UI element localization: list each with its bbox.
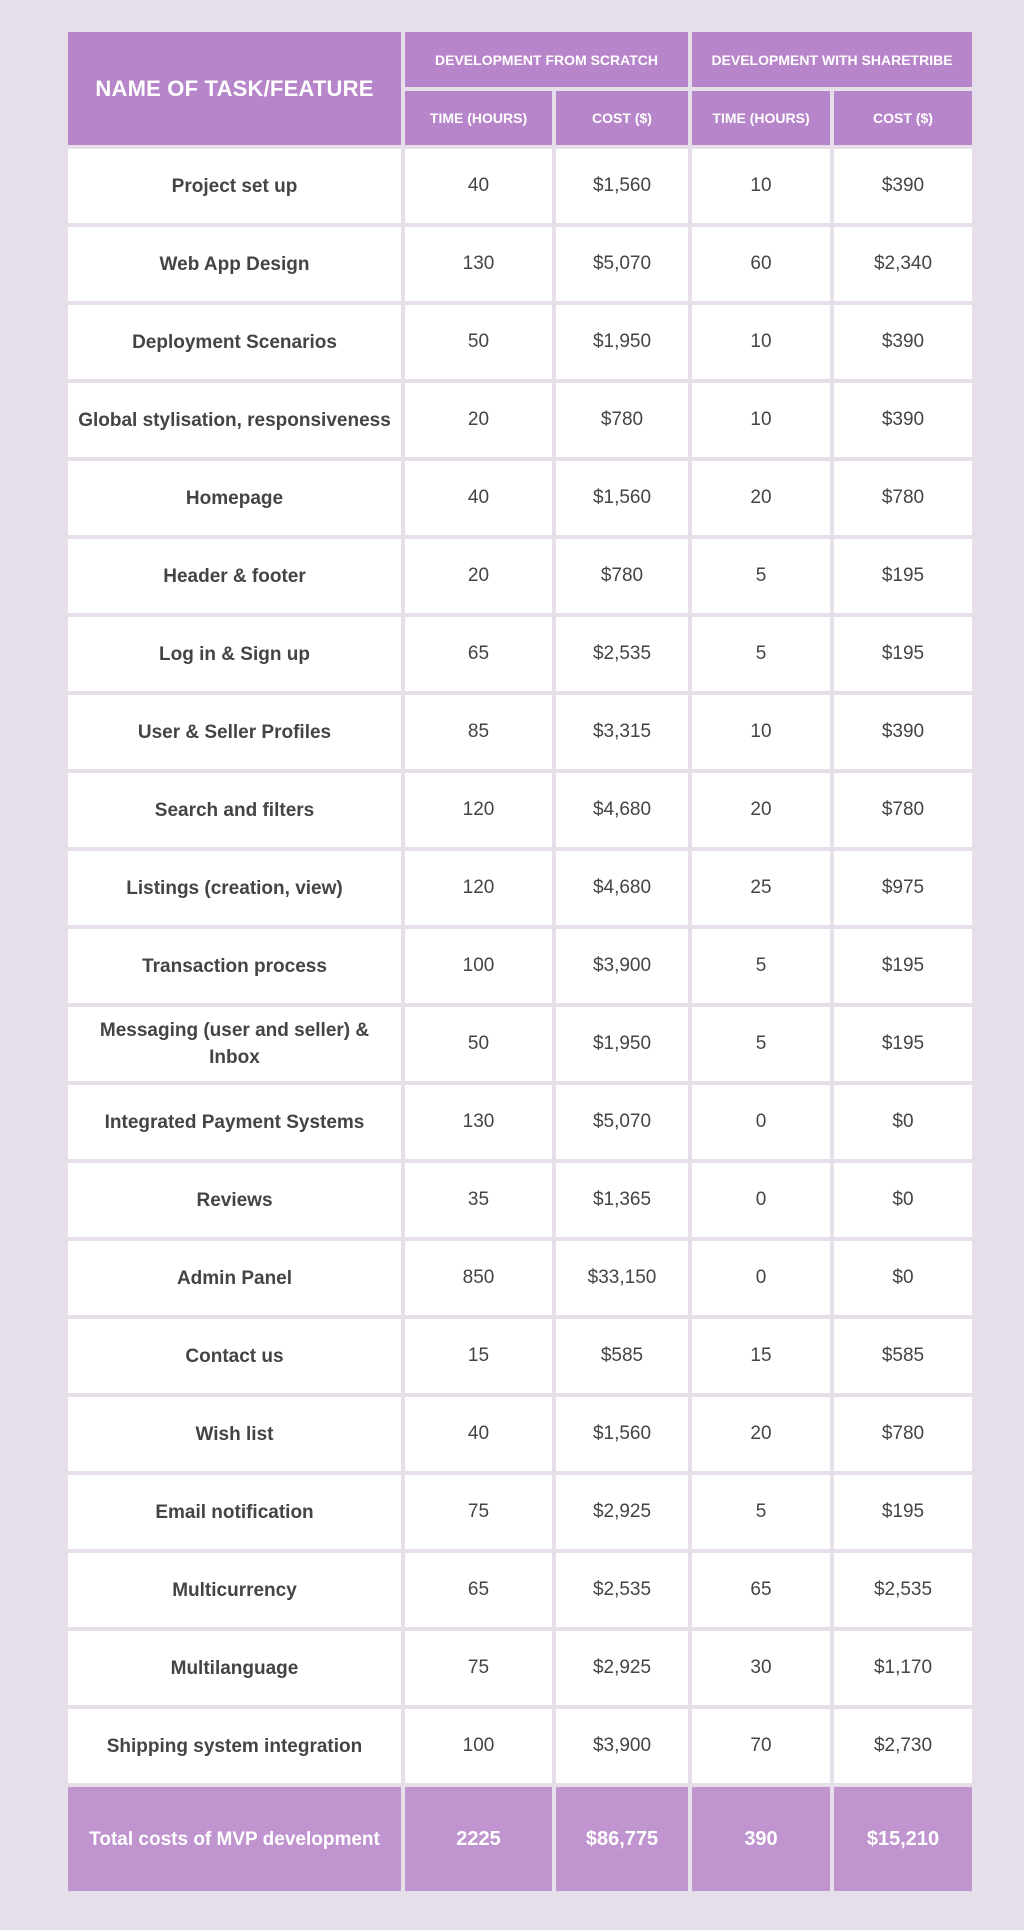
task-name-cell: Integrated Payment Systems [68, 1085, 401, 1159]
sharetribe-cost-cell: $195 [834, 1007, 972, 1081]
scratch-cost-cell: $1,950 [556, 1007, 688, 1081]
sharetribe-hours-cell: 65 [692, 1553, 830, 1627]
sharetribe-hours-cell: 5 [692, 929, 830, 1003]
sharetribe-cost-cell: $0 [834, 1163, 972, 1237]
scratch-cost-cell: $5,070 [556, 1085, 688, 1159]
task-name-cell: Contact us [68, 1319, 401, 1393]
task-name-cell: Multilanguage [68, 1631, 401, 1705]
task-name-cell: Email notification [68, 1475, 401, 1549]
sharetribe-hours-cell: 10 [692, 695, 830, 769]
sharetribe-cost-cell: $390 [834, 383, 972, 457]
task-name-cell: Deployment Scenarios [68, 305, 401, 379]
sharetribe-cost-header: COST ($) [834, 91, 972, 145]
scratch-hours-cell: 20 [405, 539, 552, 613]
table-row [68, 227, 972, 301]
table-row [68, 1319, 972, 1393]
scratch-cost-cell: $4,680 [556, 773, 688, 847]
scratch-cost-cell: $33,150 [556, 1241, 688, 1315]
scratch-hours-cell: 15 [405, 1319, 552, 1393]
scratch-hours-cell: 850 [405, 1241, 552, 1315]
sharetribe-hours-cell: 0 [692, 1241, 830, 1315]
sharetribe-cost-cell: $390 [834, 695, 972, 769]
sharetribe-hours-cell: 0 [692, 1163, 830, 1237]
sharetribe-cost-cell: $2,340 [834, 227, 972, 301]
task-name-cell: Homepage [68, 461, 401, 535]
scratch-hours-header: TIME (HOURS) [405, 91, 552, 145]
sharetribe-cost-cell: $390 [834, 305, 972, 379]
table-row [68, 1475, 972, 1549]
sharetribe-hours-header: TIME (HOURS) [692, 91, 830, 145]
scratch-cost-cell: $1,560 [556, 149, 688, 223]
scratch-cost-cell: $780 [556, 383, 688, 457]
scratch-cost-cell: $2,925 [556, 1631, 688, 1705]
total-sharetribe-cost: $15,210 [834, 1787, 972, 1891]
scratch-cost-cell: $5,070 [556, 227, 688, 301]
sharetribe-cost-cell: $1,170 [834, 1631, 972, 1705]
sharetribe-cost-cell: $0 [834, 1085, 972, 1159]
task-name-cell: Shipping system integration [68, 1709, 401, 1783]
sharetribe-hours-cell: 60 [692, 227, 830, 301]
scratch-hours-cell: 120 [405, 773, 552, 847]
scratch-cost-cell: $2,535 [556, 617, 688, 691]
scratch-hours-cell: 35 [405, 1163, 552, 1237]
sharetribe-cost-cell: $2,535 [834, 1553, 972, 1627]
scratch-cost-cell: $2,925 [556, 1475, 688, 1549]
scratch-hours-cell: 65 [405, 1553, 552, 1627]
task-name-cell: Header & footer [68, 539, 401, 613]
table-row [68, 1553, 972, 1627]
total-scratch-hours: 2225 [405, 1787, 552, 1891]
table-footer [68, 1787, 972, 1891]
scratch-cost-cell: $780 [556, 539, 688, 613]
sharetribe-hours-cell: 30 [692, 1631, 830, 1705]
scratch-hours-cell: 100 [405, 929, 552, 1003]
table-row [68, 1241, 972, 1315]
scratch-hours-cell: 75 [405, 1631, 552, 1705]
task-name-cell: Messaging (user and seller) & Inbox [68, 1007, 401, 1081]
sharetribe-cost-cell: $195 [834, 617, 972, 691]
scratch-hours-cell: 40 [405, 461, 552, 535]
sharetribe-cost-cell: $390 [834, 149, 972, 223]
task-name-cell: Reviews [68, 1163, 401, 1237]
sharetribe-cost-cell: $975 [834, 851, 972, 925]
table-row [68, 1007, 972, 1081]
table-header [68, 32, 972, 145]
sharetribe-cost-cell: $780 [834, 773, 972, 847]
sharetribe-hours-cell: 20 [692, 1397, 830, 1471]
sharetribe-cost-cell: $780 [834, 461, 972, 535]
task-name-cell: Listings (creation, view) [68, 851, 401, 925]
table-row [68, 1709, 972, 1783]
sharetribe-cost-cell: $195 [834, 1475, 972, 1549]
scratch-hours-cell: 40 [405, 1397, 552, 1471]
task-name-cell: Web App Design [68, 227, 401, 301]
table-row [68, 617, 972, 691]
table-row [68, 383, 972, 457]
task-name-cell: Search and filters [68, 773, 401, 847]
sharetribe-hours-cell: 5 [692, 617, 830, 691]
task-name-cell: Wish list [68, 1397, 401, 1471]
scratch-hours-cell: 40 [405, 149, 552, 223]
table-row [68, 1085, 972, 1159]
scratch-hours-cell: 75 [405, 1475, 552, 1549]
scratch-hours-cell: 130 [405, 1085, 552, 1159]
scratch-cost-cell: $585 [556, 1319, 688, 1393]
task-name-cell: Project set up [68, 149, 401, 223]
table-row [68, 773, 972, 847]
sharetribe-hours-cell: 25 [692, 851, 830, 925]
sharetribe-cost-cell: $780 [834, 1397, 972, 1471]
sharetribe-hours-cell: 15 [692, 1319, 830, 1393]
sharetribe-hours-cell: 70 [692, 1709, 830, 1783]
total-label: Total costs of MVP development [68, 1787, 401, 1891]
sharetribe-group-header: DEVELOPMENT WITH SHARETRIBE [692, 32, 972, 87]
scratch-cost-cell: $3,900 [556, 929, 688, 1003]
scratch-cost-cell: $2,535 [556, 1553, 688, 1627]
table-row [68, 929, 972, 1003]
sharetribe-hours-cell: 5 [692, 539, 830, 613]
scratch-cost-cell: $3,315 [556, 695, 688, 769]
scratch-cost-cell: $1,560 [556, 461, 688, 535]
scratch-hours-cell: 130 [405, 227, 552, 301]
task-name-cell: Multicurrency [68, 1553, 401, 1627]
sharetribe-hours-cell: 10 [692, 383, 830, 457]
sharetribe-cost-cell: $585 [834, 1319, 972, 1393]
task-name-cell: User & Seller Profiles [68, 695, 401, 769]
sharetribe-hours-cell: 20 [692, 773, 830, 847]
scratch-hours-cell: 50 [405, 1007, 552, 1081]
sharetribe-cost-cell: $195 [834, 539, 972, 613]
table-row [68, 695, 972, 769]
scratch-cost-cell: $1,560 [556, 1397, 688, 1471]
scratch-hours-cell: 65 [405, 617, 552, 691]
name-column-header: NAME OF TASK/FEATURE [68, 32, 401, 145]
task-name-cell: Log in & Sign up [68, 617, 401, 691]
task-name-cell: Transaction process [68, 929, 401, 1003]
sharetribe-hours-cell: 0 [692, 1085, 830, 1159]
scratch-hours-cell: 100 [405, 1709, 552, 1783]
scratch-hours-cell: 85 [405, 695, 552, 769]
total-row [68, 1787, 972, 1891]
scratch-cost-cell: $1,950 [556, 305, 688, 379]
table-row [68, 461, 972, 535]
table-row [68, 1163, 972, 1237]
table-row [68, 1631, 972, 1705]
table-row [68, 149, 972, 223]
header-group-row [68, 32, 972, 87]
sharetribe-hours-cell: 10 [692, 149, 830, 223]
sharetribe-hours-cell: 5 [692, 1007, 830, 1081]
sharetribe-hours-cell: 5 [692, 1475, 830, 1549]
sharetribe-cost-cell: $0 [834, 1241, 972, 1315]
scratch-cost-header: COST ($) [556, 91, 688, 145]
task-name-cell: Global stylisation, responsiveness [68, 383, 401, 457]
scratch-group-header: DEVELOPMENT FROM SCRATCH [405, 32, 688, 87]
table-row [68, 1397, 972, 1471]
scratch-cost-cell: $1,365 [556, 1163, 688, 1237]
table-row [68, 851, 972, 925]
table-body [68, 149, 972, 1783]
scratch-hours-cell: 20 [405, 383, 552, 457]
sharetribe-hours-cell: 20 [692, 461, 830, 535]
scratch-cost-cell: $4,680 [556, 851, 688, 925]
scratch-cost-cell: $3,900 [556, 1709, 688, 1783]
scratch-hours-cell: 120 [405, 851, 552, 925]
total-scratch-cost: $86,775 [556, 1787, 688, 1891]
cost-comparison-table-container [68, 32, 956, 1891]
task-name-cell: Admin Panel [68, 1241, 401, 1315]
sharetribe-cost-cell: $2,730 [834, 1709, 972, 1783]
table-row [68, 305, 972, 379]
total-sharetribe-hours: 390 [692, 1787, 830, 1891]
cost-comparison-table [64, 28, 976, 1895]
scratch-hours-cell: 50 [405, 305, 552, 379]
table-row [68, 539, 972, 613]
sharetribe-cost-cell: $195 [834, 929, 972, 1003]
sharetribe-hours-cell: 10 [692, 305, 830, 379]
